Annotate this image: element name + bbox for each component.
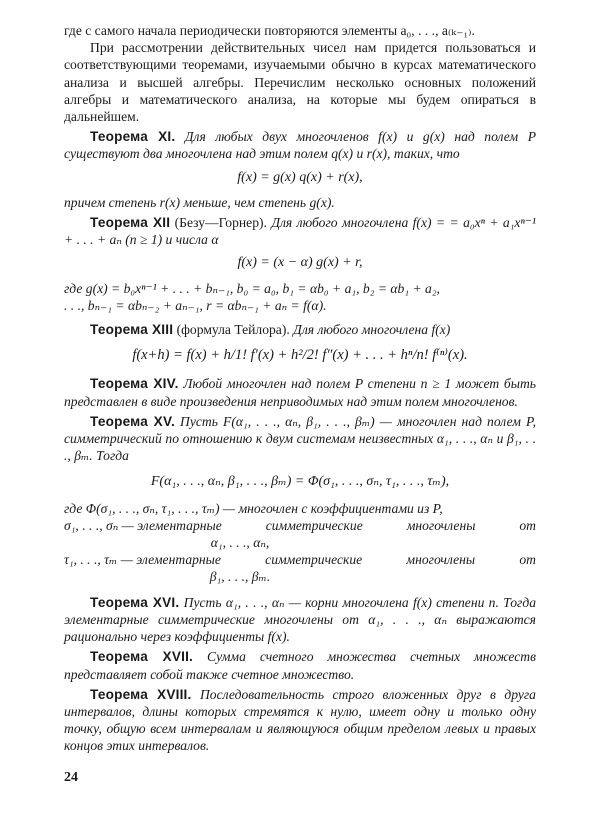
theorem-13-name: (формула Тейлора). — [176, 322, 290, 338]
theorem-12-equation: f(x) = (x − α) g(x) + r, — [237, 255, 363, 271]
theorem-14-text: Любой многочлен над полем P степени n ≥ 1 может быть представлен в виде произведения неприводимых над этим полем многочленов. — [64, 376, 536, 409]
theorem-13-heading: Теорема XIII — [90, 322, 174, 338]
sigma-symmetric: симметрические — [265, 517, 363, 533]
theorem-12 — [64, 214, 536, 248]
tau-from: от — [519, 552, 536, 568]
paragraph-intro-fragment: где с самого начала периодически повторяются элементы a₀, . . ., a₍ₖ₋₁₎. — [64, 23, 475, 38]
theorem-16-heading: Теорема XVI. — [90, 594, 180, 610]
sigma-label: σ₁, . . ., σₙ — элементарные — [64, 517, 222, 533]
theorem-18-text: Последовательность строго вложенных друг в друга интервалов, длины которых стремятся к нулю, имеет одну и только одну точку, общую всем интервалам и являющуюся общим пределом левых и правых концов этих интервалов. — [64, 686, 536, 754]
tau-symmetric: симметрические — [265, 552, 363, 568]
theorem-17-text: Сумма счетного множества счетных множеств представляет собой также счетное множество. — [64, 649, 537, 682]
theorem-11-conclusion: причем степень r(x) меньше, чем степень g(x). — [64, 194, 335, 210]
theorem-13-equation: f(x+h) = f(x) + h/1! f′(x) + h²/2! f″(x) + . . . + hⁿ/n! f⁽ⁿ⁾(x). — [132, 347, 468, 364]
theorem-12-text: Для любого многочлена f(x) = = a₀xⁿ + a₁xⁿ⁻¹ + . . . + aₙ (n ≥ 1) и числа α — [64, 215, 536, 248]
theorem-12-conclusion-line-2: . . ., bₙ₋₁ = αbₙ₋₂ + aₙ₋₁, r = αbₙ₋₁ + aₙ = f(α). — [64, 297, 327, 313]
theorem-12-heading: Теорема XII — [90, 215, 171, 231]
sigma-from: от — [519, 517, 536, 533]
theorem-14 — [64, 375, 536, 409]
theorem-17 — [64, 648, 536, 682]
theorem-11-text: Для любых двух многочленов f(x) и g(x) над полем P существуют два многочлена над этим полем q(x) и r(x), таких, что — [64, 129, 536, 162]
sigma-polynomials: многочлены — [406, 517, 476, 533]
theorem-16 — [64, 594, 536, 646]
theorem-14-heading: Теорема XIV. — [90, 376, 179, 392]
theorem-12-conclusion-line-1: где g(x) = b₀xⁿ⁻¹ + . . . + bₙ₋₁, b₀ = a₀, b₁ = αb₀ + a₁, b₂ = αb₁ + a₂, — [64, 280, 440, 296]
theorem-11-heading: Теорема XI. — [90, 129, 176, 145]
theorem-15-sigma-row — [64, 517, 536, 534]
theorem-15-equation: F(α₁, . . ., αₙ, β₁, . . ., βₘ) = Φ(σ₁, . . ., σₙ, τ₁, . . ., τₘ), — [150, 474, 450, 490]
theorem-15-conclusion: где Φ(σ₁, . . ., σₙ, τ₁, . . ., τₘ) — многочлен с коэффициентами из P, — [64, 500, 443, 516]
theorem-18 — [64, 686, 536, 755]
page-body — [64, 22, 536, 755]
theorem-15 — [64, 413, 536, 465]
tau-polynomials: многочлены — [406, 552, 476, 568]
paragraph-real-numbers: При рассмотрении действительных чисел нам придется пользоваться и соответствующими теоремами, изучаемыми обычно в курсах математического анализа и высшей алгебры. Перечислим несколько основных положений алгебры и математического анализа, на которые мы будем опираться в дальнейшем. — [64, 40, 536, 125]
theorem-15-text: Пусть F(α₁, . . ., αₙ, β₁, . . ., βₘ) — многочлен над полем P, симметрический по отношению к двум системам неизвестных α₁, . . ., αₙ и β₁, . . ., βₘ. Тогда — [64, 413, 536, 464]
theorem-11 — [64, 128, 536, 162]
theorem-18-heading: Теорема XVIII. — [90, 686, 192, 702]
theorem-15-heading: Теорема XV. — [90, 413, 175, 429]
theorem-13 — [64, 321, 536, 338]
theorem-12-name: (Безу—Горнер). — [174, 215, 267, 231]
theorem-17-heading: Теорема XVII. — [90, 649, 194, 665]
page-number: 24 — [64, 770, 78, 785]
tau-label: τ₁, . . ., τₘ — элементарные — [64, 552, 221, 568]
theorem-13-text: Для любого многочлена f(x) — [293, 322, 451, 338]
theorem-11-equation: f(x) = g(x) q(x) + r(x), — [237, 169, 363, 185]
theorem-16-text: Пусть α₁, . . ., αₙ — корни многочлена f(x) степени n. Тогда элементарные симметрические многочлены от α₁, . . ., αₙ выражаются рационально через коэффициенты f(x). — [64, 594, 536, 645]
theorem-15-tau-row — [64, 551, 536, 568]
theorem-15-beta-vars: β₁, . . ., βₘ. — [209, 569, 271, 585]
theorem-15-alpha-vars: α₁, . . ., αₙ, — [210, 535, 270, 551]
